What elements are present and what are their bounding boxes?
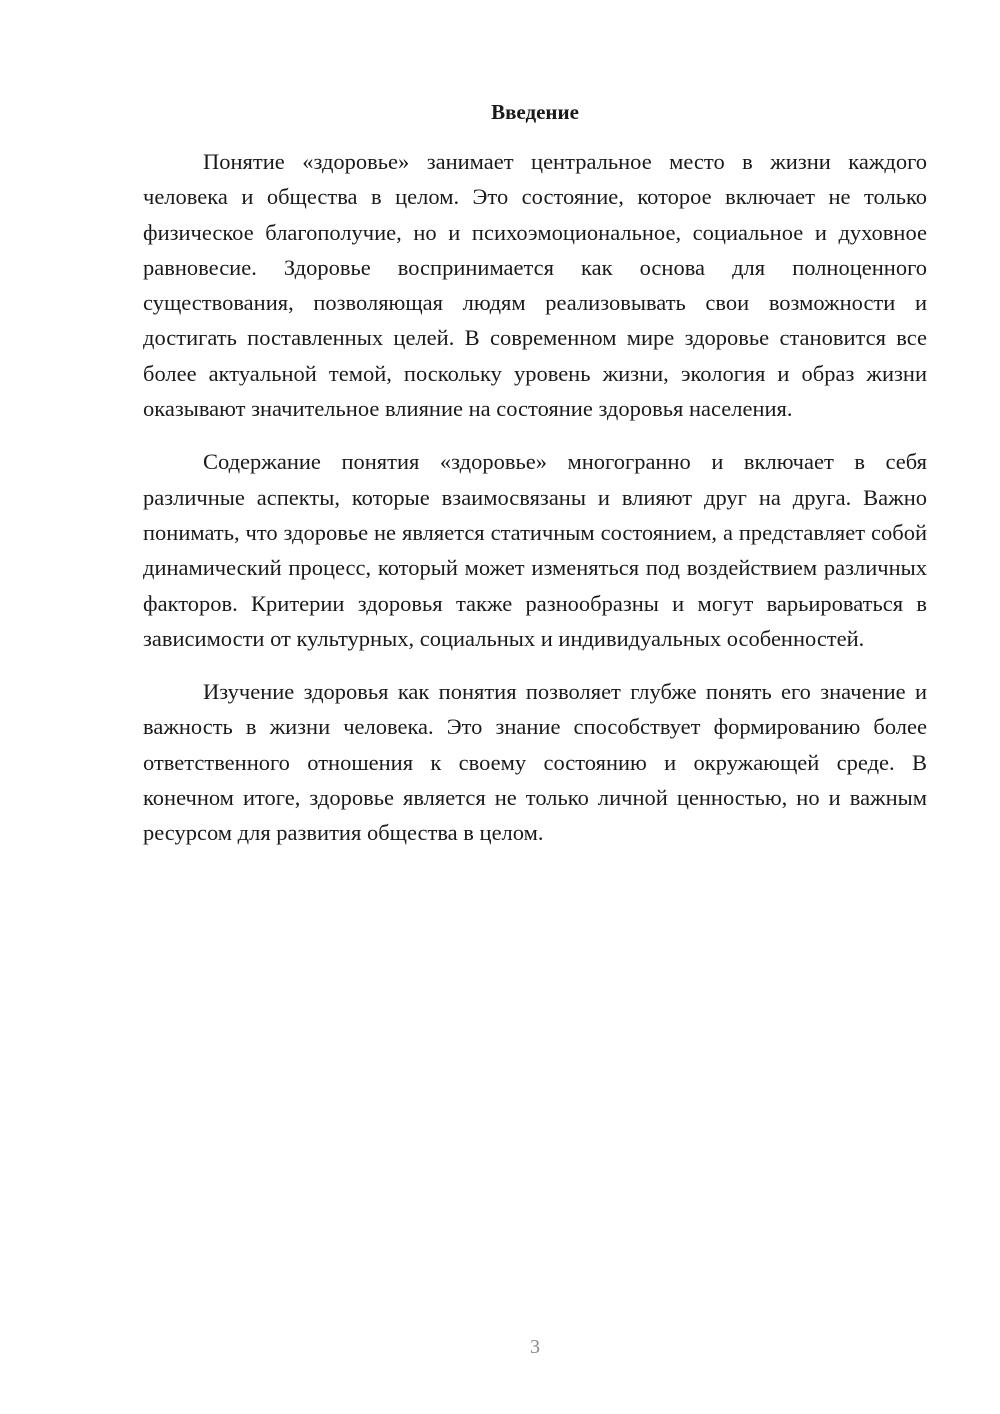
paragraph-3: Изучение здоровья как понятия позволяет глубже понять его значение и важность в жизни человека. Это знание способствует формированию более ответственного отношения к своему состоянию и окружающей среде. В конечном итоге, здоровье является не только личной ценностью, но и важным ресурсом для развития общества в целом. bbox=[143, 679, 927, 846]
section-heading: Введение bbox=[491, 100, 579, 124]
paragraph-2: Содержание понятия «здоровье» многогранно и включает в себя различные аспекты, которые взаимосвязаны и влияют друг на друга. Важно понимать, что здоровье не является статичным состоянием, а представляет собой динамический процесс, который может изменяться под воздействием различных факторов. Критерии здоровья также разнообразны и могут варьироваться в зависимости от культурных, социальных и индивидуальных особенностей. bbox=[143, 449, 927, 651]
page-number: 3 bbox=[530, 1336, 540, 1358]
paragraph-1: Понятие «здоровье» занимает центральное место в жизни каждого человека и общества в целом. Это состояние, которое включает не только физическое благополучие, но и психоэмоциональное, социальное и духовное равновесие. Здоровье воспринимается как основа для полноценного существования, позволяющая людям реализовывать свои возможности и достигать поставленных целей. В современном мире здоровье становится все более актуальной темой, поскольку уровень жизни, экология и образ жизни оказывают значительное влияние на состояние здоровья населения. bbox=[143, 149, 927, 422]
body-text bbox=[143, 144, 927, 851]
